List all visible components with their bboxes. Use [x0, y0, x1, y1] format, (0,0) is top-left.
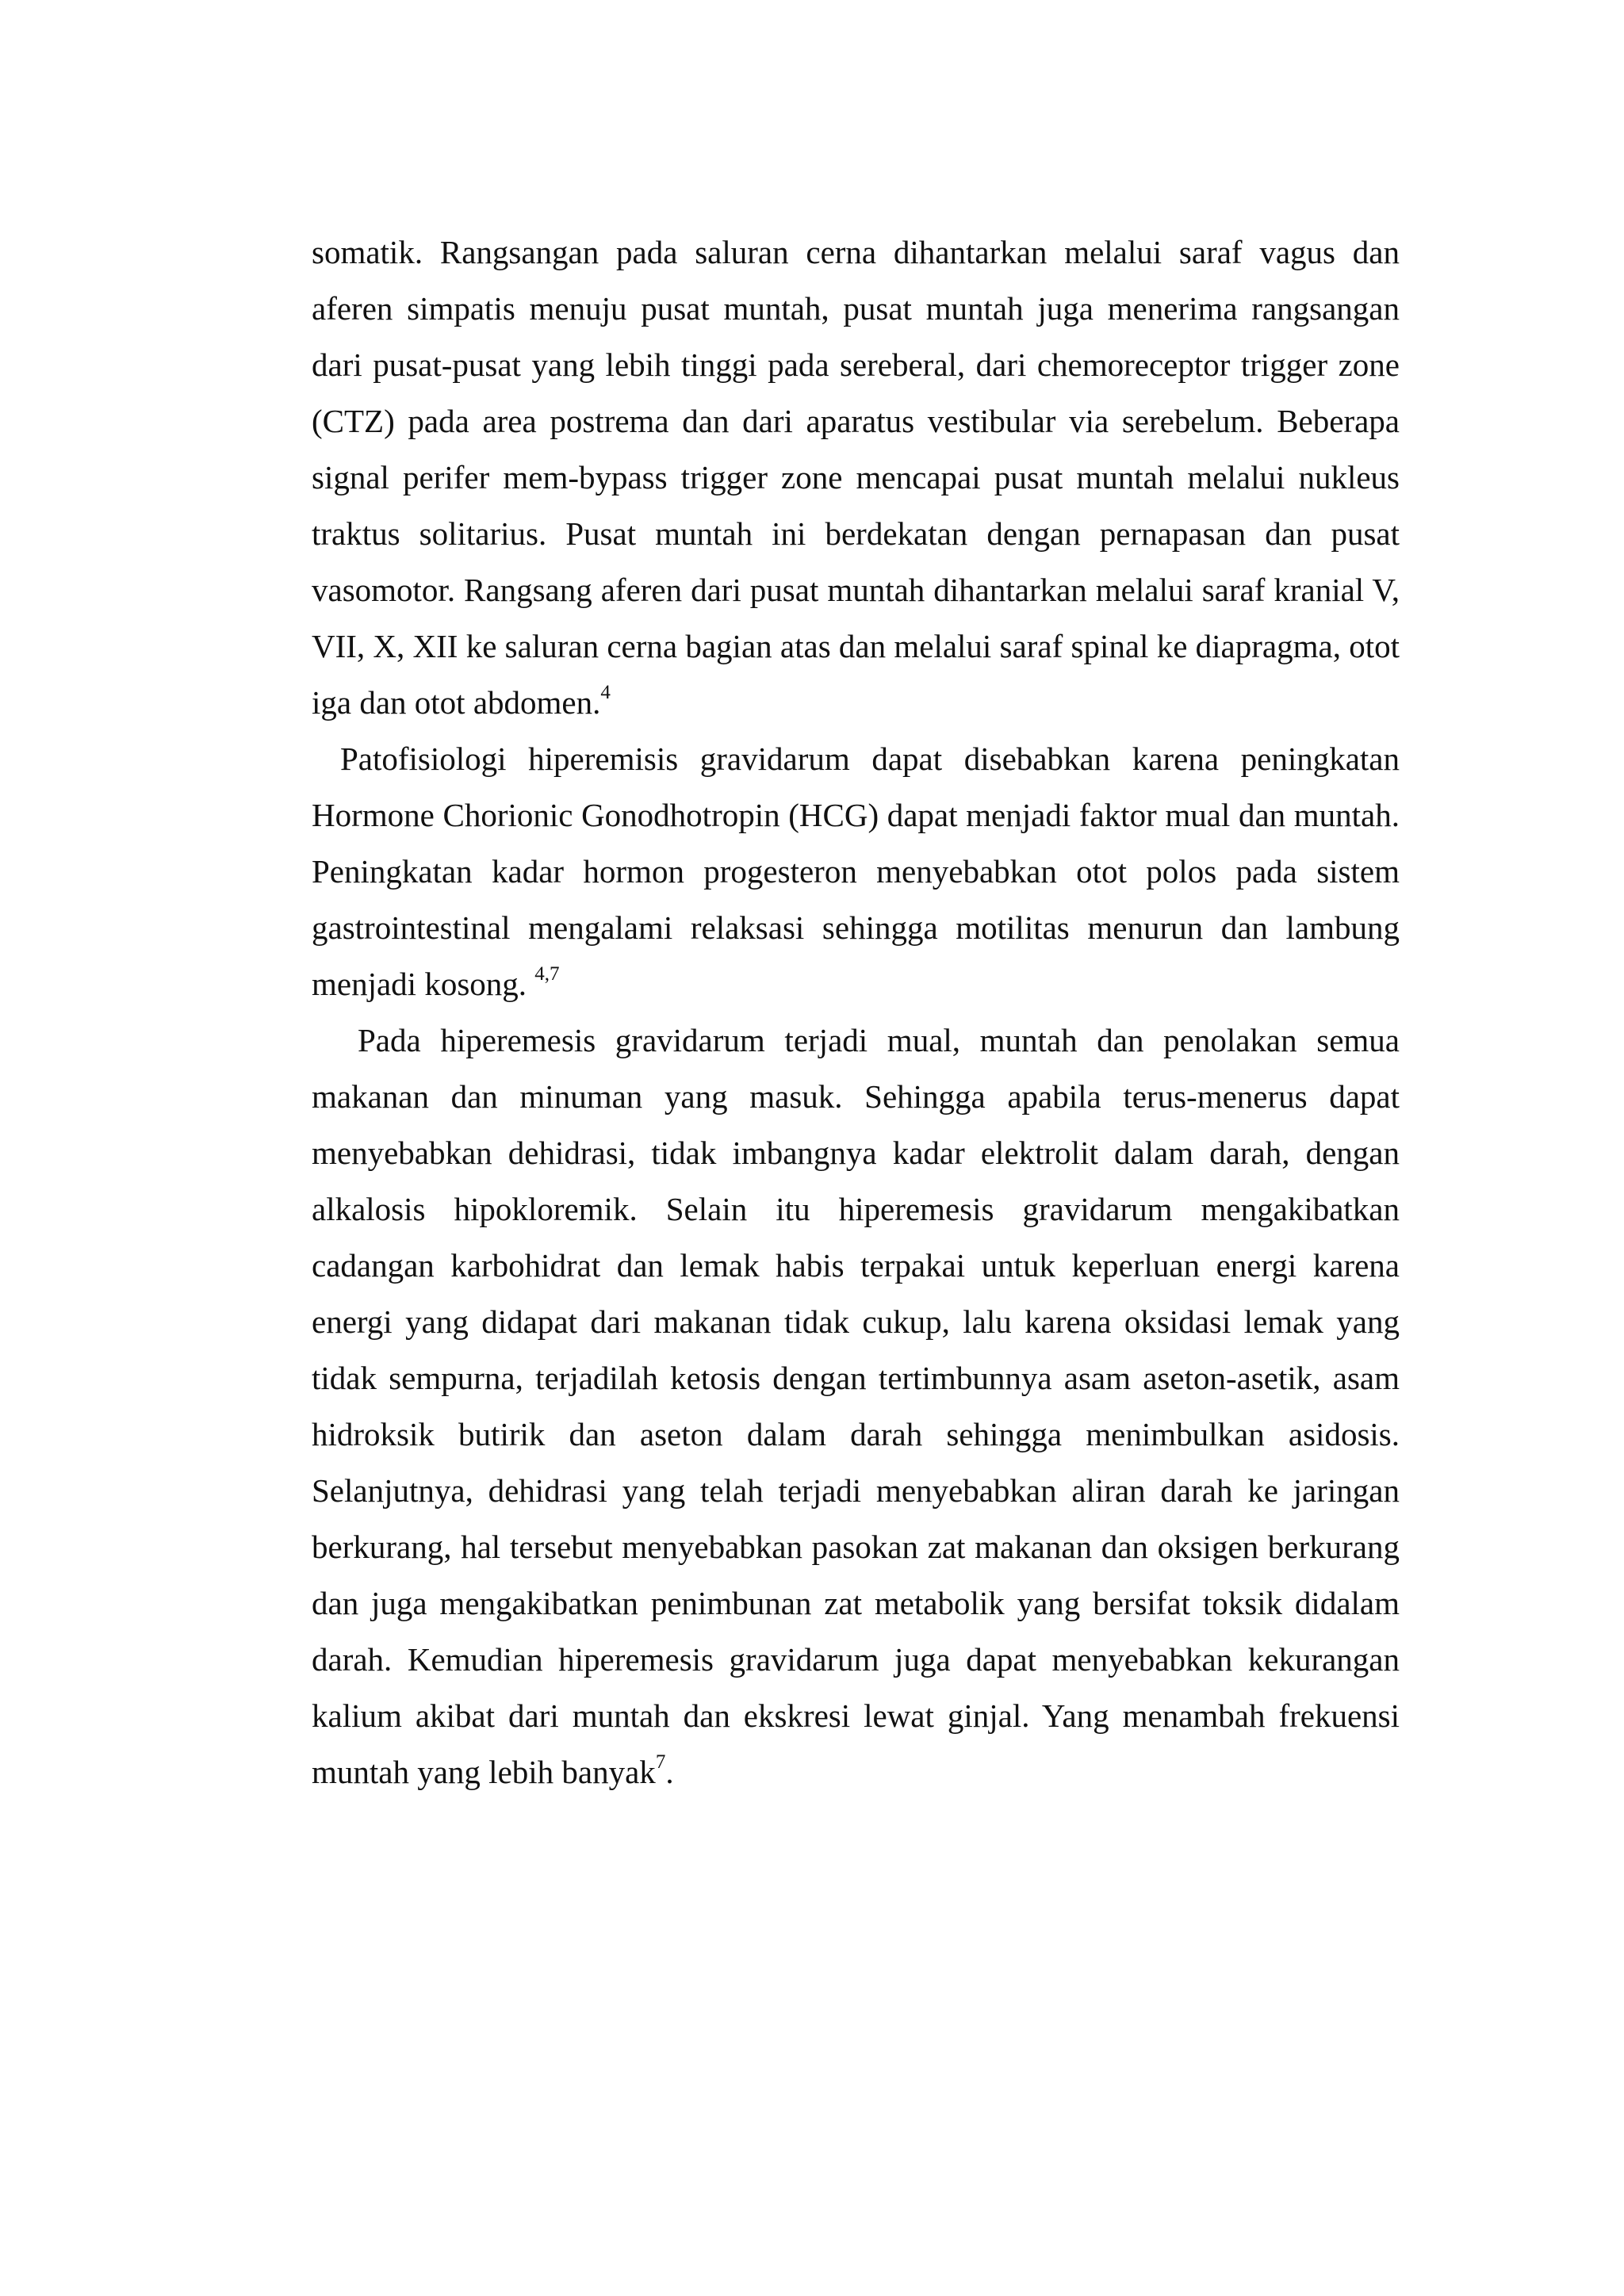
paragraph-3-text: Pada hiperemesis gravidarum terjadi mual, muntah dan penolakan semua makanan dan minuman yang masuk. Sehingga apabila terus-menerus dapat menyebabkan dehidrasi, tidak imbangnya kadar elektrolit dalam darah, dengan alkalosis hipokloremik. Selain itu hiperemesis gravidarum mengakibatkan cadangan karbohidrat dan lemak habis terpakai untuk keperluan energi karena energi yang didapat dari makanan tidak cukup, lalu karena oksidasi lemak yang tidak sempurna, terjadilah ketosis dengan tertimbunnya asam aseton-asetik, asam hidroksik butirik dan aseton dalam darah sehingga menimbulkan asidosis. Selanjutnya, dehidrasi yang telah terjadi menyebabkan aliran darah ke jaringan berkurang, hal tersebut menyebabkan pasokan zat makanan dan oksigen berkurang dan juga mengakibatkan penimbunan zat metabolik yang bersifat toksik didalam darah. Kemudian hiperemesis gravidarum juga dapat menyebabkan kekurangan kalium akibat dari muntah dan ekskresi lewat ginjal. Yang menambah frekuensi muntah yang lebih banyak [312, 1022, 1400, 1790]
paragraph-3 [312, 1012, 1400, 1800]
citation-ref: 7 [655, 1751, 666, 1774]
paragraph-3-tail: . [665, 1754, 674, 1790]
paragraph-2-text: Patofisiologi hiperemisis gravidarum dapat disebabkan karena peningkatan Hormone Chorionic Gonodhotropin (HCG) dapat menjadi faktor mual dan muntah. Peningkatan kadar hormon progesteron menyebabkan otot polos pada sistem gastrointestinal mengalami relaksasi sehingga motilitas menurun dan lambung menjadi kosong. [312, 740, 1400, 1002]
citation-ref: 4 [600, 682, 611, 704]
paragraph-1 [312, 224, 1400, 731]
paragraph-2 [312, 731, 1400, 1012]
citation-ref: 4,7 [534, 963, 560, 985]
body-text [312, 224, 1400, 1800]
paragraph-1-text: somatik. Rangsangan pada saluran cerna dihantarkan melalui saraf vagus dan aferen simpatis menuju pusat muntah, pusat muntah juga menerima rangsangan dari pusat-pusat yang lebih tinggi pada sereberal, dari chemoreceptor trigger zone (CTZ) pada area postrema dan dari aparatus vestibular via serebelum. Beberapa signal perifer mem-bypass trigger zone mencapai pusat muntah melalui nukleus traktus solitarius. Pusat muntah ini berdekatan dengan pernapasan dan pusat vasomotor. Rangsang aferen dari pusat muntah dihantarkan melalui saraf kranial V, VII, X, XII ke saluran cerna bagian atas dan melalui saraf spinal ke diapragma, otot iga dan otot abdomen. [312, 234, 1400, 721]
